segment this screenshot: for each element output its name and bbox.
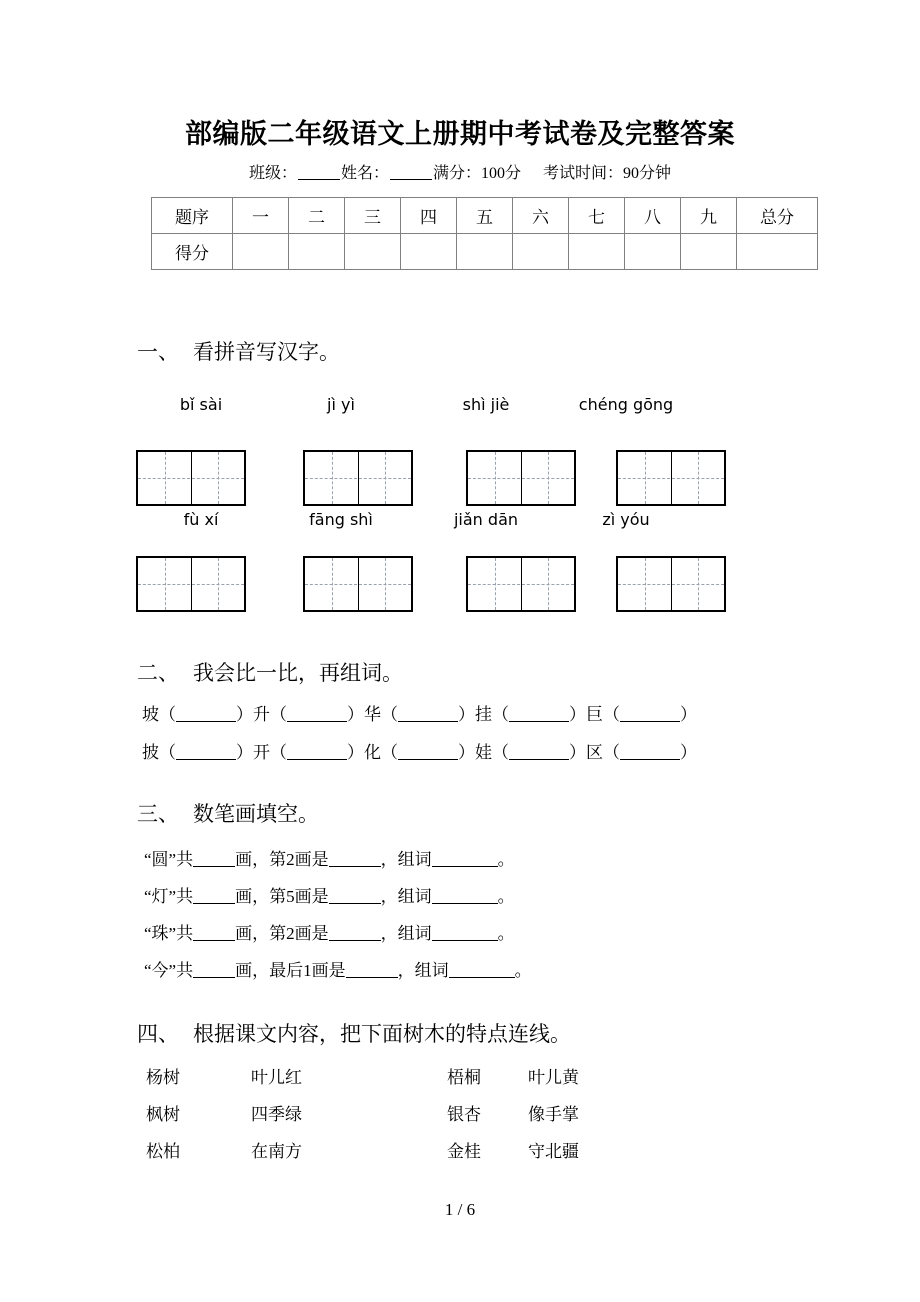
score-cell-3[interactable] [345,234,401,270]
score-table [151,197,818,270]
match-left-tree[interactable]: 杨树 [146,1068,180,1087]
stroke-gong: 共 [176,850,194,869]
match-right-trait[interactable]: 守北疆 [528,1142,579,1161]
col-header-5: 五 [457,198,513,234]
stroke-count-blank[interactable] [193,866,235,867]
section-title-4: 根据课文内容，把下面树木的特点连线。 [193,1022,571,1046]
stroke-line-1 [144,845,515,870]
character-grid-box[interactable] [466,450,576,506]
compare-answer-blank[interactable] [398,721,458,722]
compare-answer-blank[interactable] [620,721,680,722]
compare-char: 坡 [142,705,159,724]
compare-answer-blank[interactable] [620,759,680,760]
compare-char: 化 [364,743,381,762]
compare-answer-blank[interactable] [287,759,347,760]
compare-answer-blank[interactable] [509,759,569,760]
section-index-2: 二、 [137,661,179,685]
match-right-tree[interactable]: 银杏 [447,1105,481,1124]
match-left-trait[interactable]: 四季绿 [251,1105,302,1124]
compare-char: 披 [142,743,159,762]
stroke-count-blank[interactable] [193,940,235,941]
section-index-3: 三、 [137,802,179,826]
pinyin-2-4: zì yóu [602,510,650,529]
section-heading-3 [137,798,319,828]
match-right-tree[interactable]: 梧桐 [447,1068,481,1087]
compare-char: 区 [586,743,603,762]
compare-row-2 [142,738,697,763]
col-header-total: 总分 [737,198,818,234]
stroke-nth-blank[interactable] [346,977,398,978]
score-cell-2[interactable] [289,234,345,270]
class-label: 班级： [248,165,297,182]
compare-char: 娃 [475,743,492,762]
pinyin-row-1 [136,395,696,414]
pinyin-2-3: jiǎn dān [453,510,519,529]
stroke-gong: 共 [176,961,194,980]
full-score-value: 100分 [481,165,522,182]
compare-answer-blank[interactable] [398,759,458,760]
stroke-nth: 第2画是 [269,850,329,869]
stroke-count-blank[interactable] [193,977,235,978]
compare-item: 娃（ ） [475,743,586,762]
stroke-nth: 第5画是 [269,887,329,906]
col-header-8: 八 [625,198,681,234]
character-grid-box[interactable] [303,450,413,506]
exam-meta-line [0,160,920,183]
character-grid-box[interactable] [616,450,726,506]
stroke-word-blank[interactable] [432,903,498,904]
compare-answer-blank[interactable] [509,721,569,722]
compare-answer-blank[interactable] [287,721,347,722]
pinyin-1-3: shì jiè [462,395,510,414]
compare-item: 华（ ） [364,705,475,724]
stroke-nth-blank[interactable] [329,903,381,904]
col-header-4: 四 [401,198,457,234]
compare-item: 坡（ ） [142,705,253,724]
row-label-score: 得分 [152,234,233,270]
row-label-question-no: 题序 [152,198,233,234]
table-row-header [152,198,818,234]
name-blank[interactable] [390,179,432,180]
compare-item: 巨（ ） [586,705,697,724]
class-blank[interactable] [298,179,340,180]
stroke-zuci: ，组词 [380,850,432,869]
compare-answer-blank[interactable] [176,721,236,722]
section-title-1: 看拼音写汉字。 [193,340,340,364]
stroke-end: 。 [497,924,515,943]
pinyin-2-1: fù xí [183,510,219,529]
stroke-word-blank[interactable] [432,866,498,867]
stroke-line-3 [144,919,515,944]
stroke-line-2 [144,882,515,907]
pinyin-1-1: bǐ sài [179,395,223,414]
stroke-count-blank[interactable] [193,903,235,904]
character-grid-box[interactable] [136,450,246,506]
match-right-trait[interactable]: 叶儿黄 [528,1068,579,1087]
match-left-tree[interactable]: 松柏 [146,1142,180,1161]
compare-char: 升 [253,705,270,724]
match-left-tree[interactable]: 枫树 [146,1105,180,1124]
col-header-3: 三 [345,198,401,234]
section-heading-2 [137,657,403,687]
stroke-hua: 画， [235,850,270,869]
character-grid-box[interactable] [136,556,246,612]
stroke-nth: 第2画是 [269,924,329,943]
compare-item: 化（ ） [364,743,475,762]
section-title-3: 数笔画填空。 [193,802,319,826]
col-header-9: 九 [681,198,737,234]
col-header-1: 一 [233,198,289,234]
compare-row-1 [142,700,697,725]
col-header-2: 二 [289,198,345,234]
stroke-nth-blank[interactable] [329,866,381,867]
match-left-trait[interactable]: 在南方 [251,1142,302,1161]
compare-item: 挂（ ） [475,705,586,724]
col-header-6: 六 [513,198,569,234]
stroke-gong: 共 [176,887,194,906]
stroke-word-blank[interactable] [432,940,498,941]
stroke-end: 。 [497,887,515,906]
stroke-zuci: ，组词 [380,887,432,906]
match-right-tree[interactable]: 金桂 [447,1142,481,1161]
compare-item: 升（ ） [253,705,364,724]
compare-item: 开（ ） [253,743,364,762]
stroke-end: 。 [497,850,515,869]
compare-answer-blank[interactable] [176,759,236,760]
compare-item: 披（ ） [142,743,253,762]
stroke-nth-blank[interactable] [329,940,381,941]
compare-char: 华 [364,705,381,724]
stroke-line-4 [144,956,532,981]
stroke-word-blank[interactable] [449,977,515,978]
name-label: 姓名： [340,165,389,182]
section-index-1: 一、 [137,340,179,364]
character-grid-box[interactable] [616,556,726,612]
score-cell-1[interactable] [233,234,289,270]
page-number: 1 / 6 [444,1200,476,1219]
stroke-hua: 画， [235,887,270,906]
col-header-7: 七 [569,198,625,234]
character-grid-box[interactable] [466,556,576,612]
exam-time-value: 90分钟 [623,165,672,182]
section-title-2: 我会比一比，再组词。 [193,661,403,685]
compare-char: 挂 [475,705,492,724]
pinyin-row-2 [136,510,696,529]
full-score-label: 满分： [432,165,481,182]
page-title: 部编版二年级语文上册期中考试卷及完整答案 [185,119,735,149]
match-right-trait[interactable]: 像手掌 [528,1105,579,1124]
stroke-end: 。 [514,961,532,980]
stroke-char: “珠” [144,924,177,943]
table-row-score [152,234,818,270]
stroke-hua: 画， [235,924,270,943]
compare-item: 区（ ） [586,743,697,762]
stroke-char: “圆” [144,850,177,869]
stroke-gong: 共 [176,924,194,943]
exam-time-label: 考试时间： [543,165,624,182]
stroke-zuci: ，组词 [397,961,449,980]
compare-char: 巨 [586,705,603,724]
score-cell-9[interactable] [681,234,737,270]
compare-char: 开 [253,743,270,762]
stroke-hua: 画， [235,961,270,980]
score-cell-6[interactable] [513,234,569,270]
pinyin-1-2: jì yì [327,395,355,414]
pinyin-2-2: fāng shì [309,510,373,529]
section-index-4: 四、 [137,1022,179,1046]
section-heading-4 [137,1018,571,1048]
score-cell-7[interactable] [569,234,625,270]
match-left-trait[interactable]: 叶儿红 [251,1068,302,1087]
stroke-zuci: ，组词 [380,924,432,943]
score-cell-5[interactable] [457,234,513,270]
stroke-char: “灯” [144,887,177,906]
score-cell-total[interactable] [737,234,818,270]
score-cell-4[interactable] [401,234,457,270]
section-heading-1 [137,336,340,366]
stroke-char: “今” [144,961,177,980]
score-cell-8[interactable] [625,234,681,270]
stroke-nth: 最后1画是 [269,961,346,980]
pinyin-1-4: chéng gōng [578,395,674,414]
character-grid-box[interactable] [303,556,413,612]
